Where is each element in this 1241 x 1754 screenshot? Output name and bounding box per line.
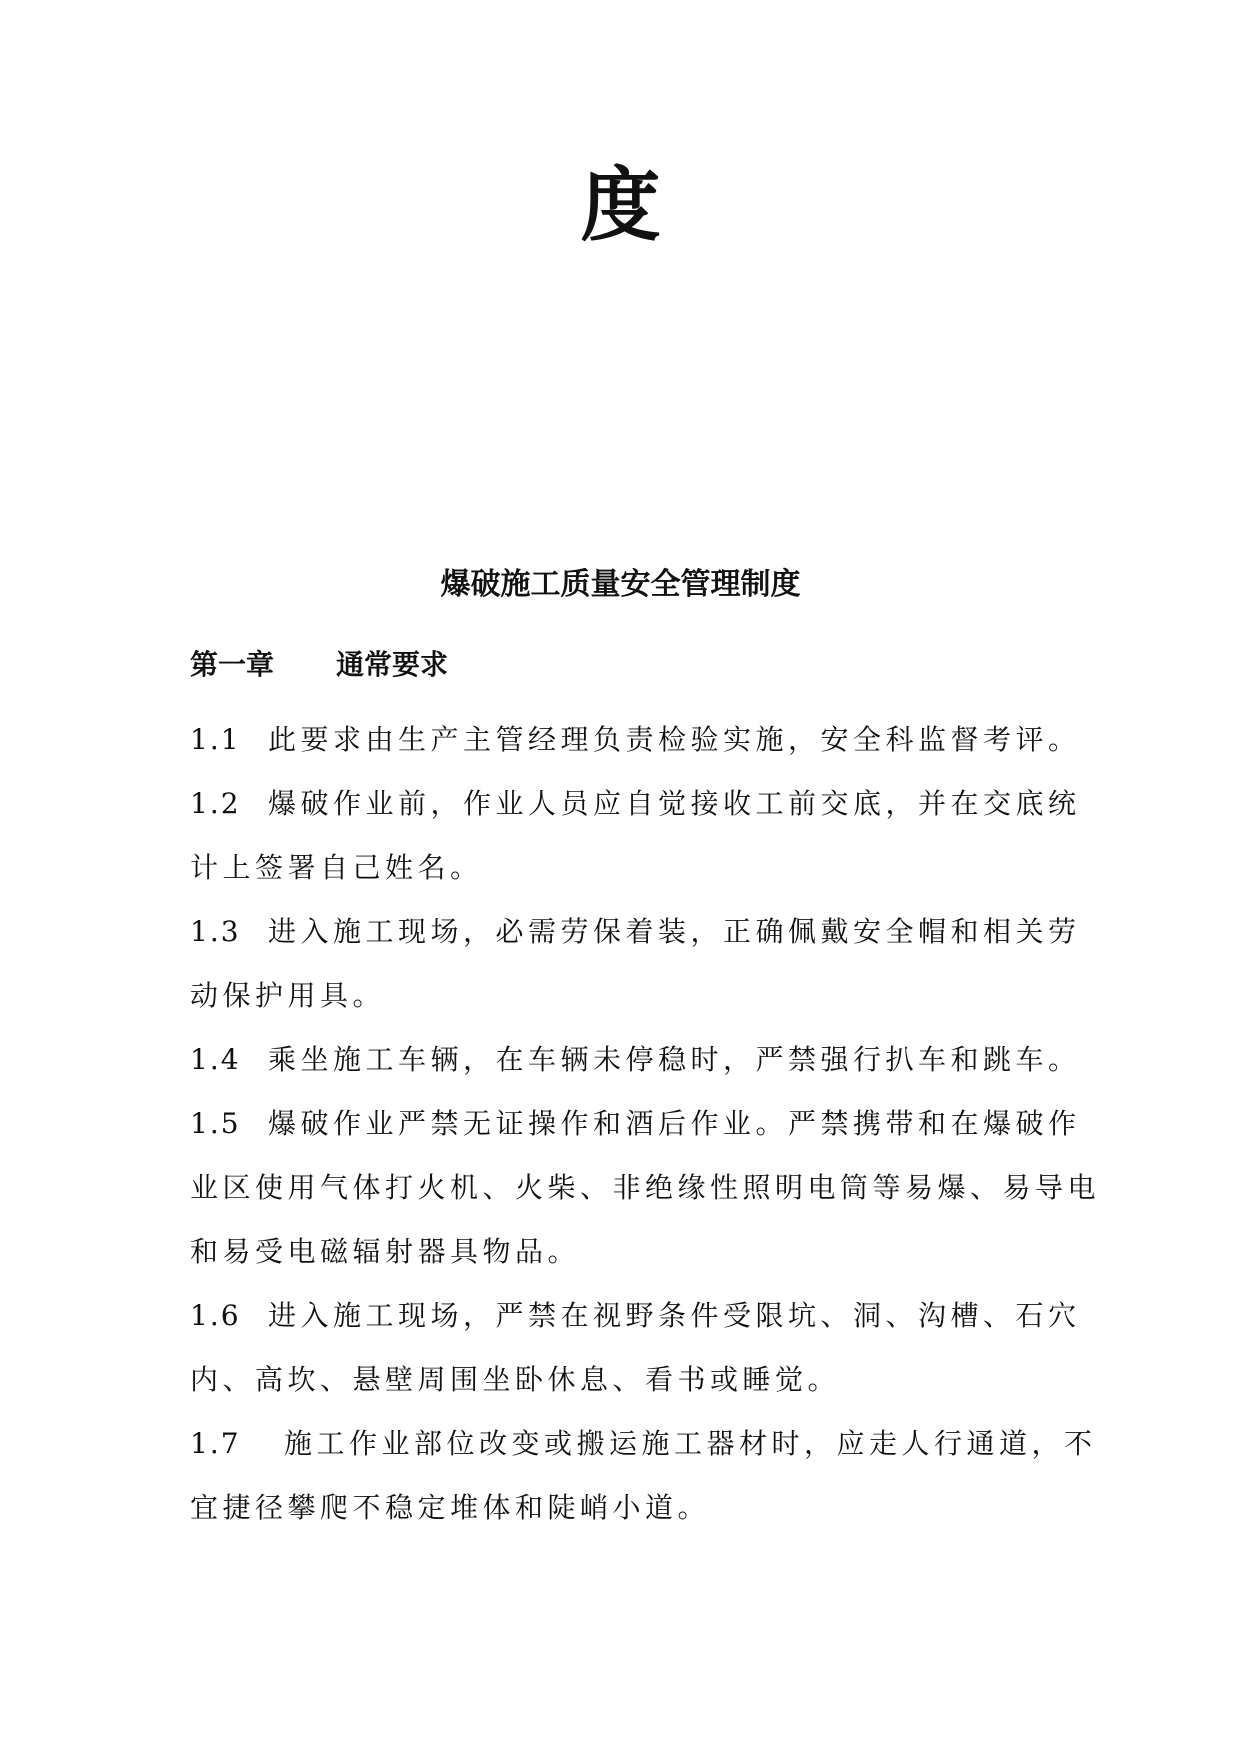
- item-1-1-line-1: 1.1 此要求由生产主管经理负责检验实施，安全科监督考评。: [190, 718, 1081, 762]
- item-1-3-line-1: 1.3 进入施工现场，必需劳保着装，正确佩戴安全帽和相关劳: [190, 910, 1081, 954]
- item-1-5-line-3: 和易受电磁辐射器具物品。: [190, 1235, 581, 1268]
- item-1-5-line-1: 1.5 爆破作业严禁无证操作和酒后作业。严禁携带和在爆破作: [190, 1102, 1081, 1146]
- item-number: 1.1: [190, 723, 241, 756]
- item-number: 1.7: [190, 1427, 241, 1460]
- chapter-heading: [190, 645, 448, 685]
- item-1-7-line-2: 宜捷径攀爬不稳定堆体和陡峭小道。: [190, 1491, 711, 1524]
- item-number: 1.3: [190, 915, 241, 948]
- item-1-3-line-2: 动保护用具。: [190, 979, 386, 1012]
- item-number: 1.5: [190, 1107, 241, 1140]
- chapter-title: 通常要求: [336, 648, 449, 681]
- document-title: 爆破施工质量安全管理制度: [440, 567, 801, 602]
- item-1-2-line-1: 1.2 爆破作业前，作业人员应自觉接收工前交底，并在交底统: [190, 782, 1081, 826]
- item-1-7-line-1: 1.7 施工作业部位改变或搬运施工器材时，应走人行通道，不: [190, 1422, 1097, 1466]
- item-number: 1.6: [190, 1299, 241, 1332]
- item-1-5-line-2: 业区使用气体打火机、火柴、非绝缘性照明电筒等易爆、易导电: [190, 1171, 1101, 1204]
- item-1-2-line-2: 计上签署自己姓名。: [190, 851, 483, 884]
- item-1-4-line-1: 1.4 乘坐施工车辆，在车辆未停稳时，严禁强行扒车和跳车。: [190, 1038, 1081, 1082]
- item-1-6-line-1: 1.6 进入施工现场，严禁在视野条件受限坑、洞、沟槽、石穴: [190, 1294, 1081, 1338]
- item-number: 1.4: [190, 1043, 241, 1076]
- item-1-6-line-2: 内、高坎、悬壁周围坐卧休息、看书或睡觉。: [190, 1363, 841, 1396]
- item-number: 1.2: [190, 787, 241, 820]
- chapter-number: 第一章: [190, 648, 275, 681]
- header-character: 度: [580, 158, 661, 252]
